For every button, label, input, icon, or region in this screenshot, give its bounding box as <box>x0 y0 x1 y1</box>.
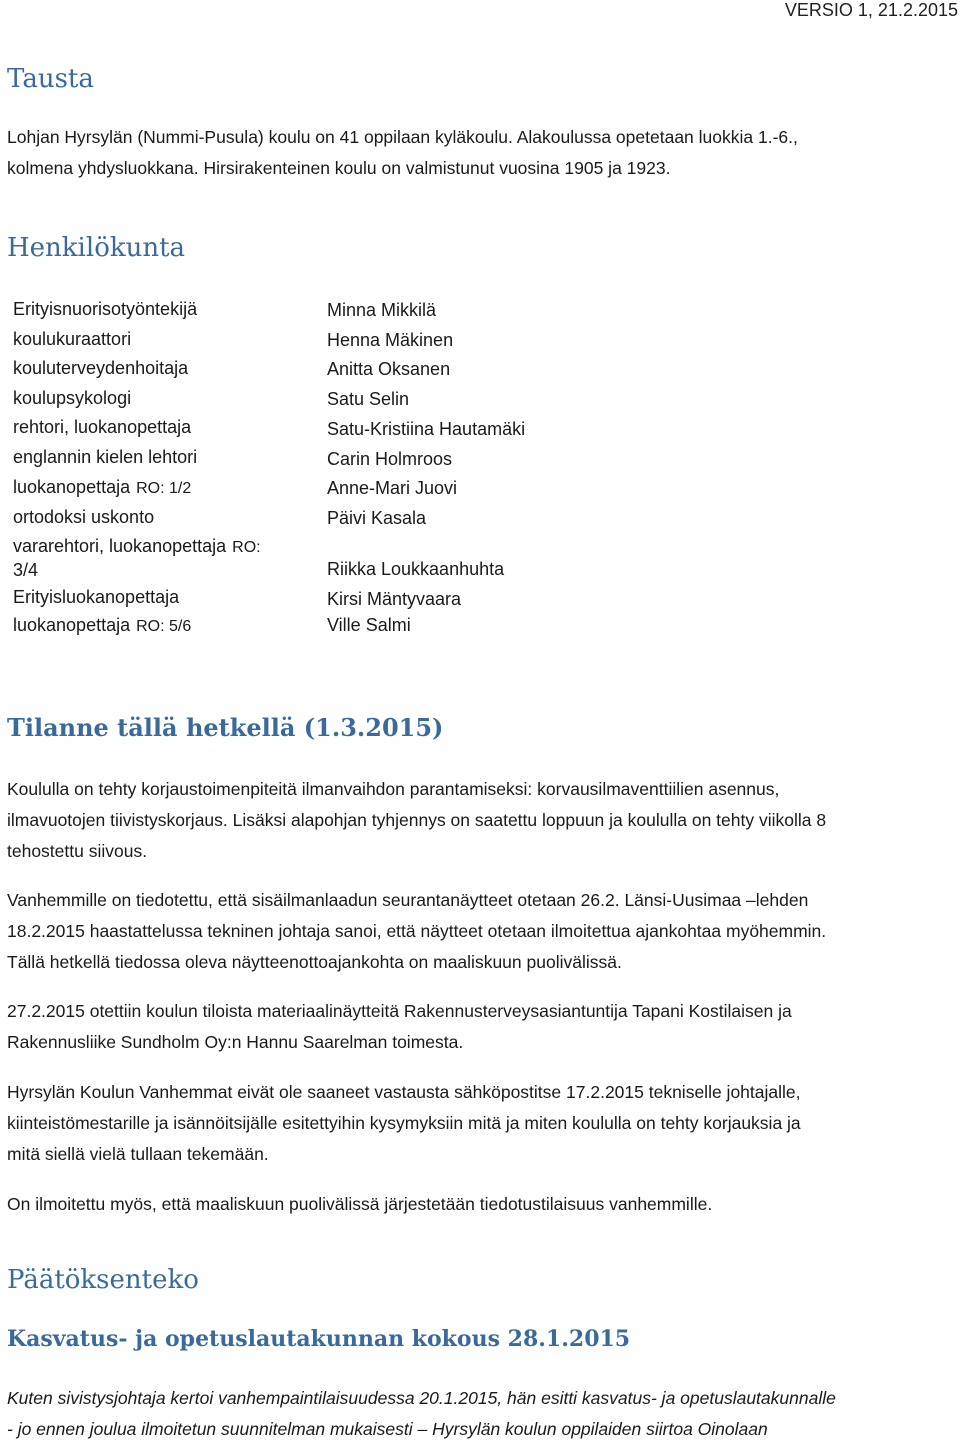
staff-name: Satu-Kristiina Hautamäki <box>327 419 526 439</box>
staff-name: Kirsi Mäntyvaara <box>327 589 462 609</box>
subheading-kokous: Kasvatus- ja opetuslautakunnan kokous 28.1.2015 <box>7 1326 631 1352</box>
ro-label: RO: 1/2 <box>136 480 192 497</box>
staff-role: englannin kielen lehtori <box>13 447 198 467</box>
staff-role <box>13 612 303 640</box>
tilanne-line: Tällä hetkellä tiedossa oleva näytteenottoajankohta on maaliskuun puolivälissä. <box>7 952 622 972</box>
staff-name: Henna Mäkinen <box>327 330 454 350</box>
staff-role: ortodoksi uskonto <box>13 507 155 527</box>
staff-role <box>13 474 303 502</box>
tilanne-line: Vanhemmille on tiedotettu, että sisäilmanlaadun seurantanäytteet otetaan 26.2. Länsi-Uusimaa –lehden <box>7 890 809 910</box>
tilanne-line: tehostettu siivous. <box>7 841 148 861</box>
staff-name: Satu Selin <box>327 389 410 409</box>
tilanne-line: On ilmoitettu myös, että maaliskuun puolivälissä järjestetään tiedotustilaisuus vanhemmille. <box>7 1194 713 1214</box>
tilanne-line: 27.2.2015 otettiin koulun tiloista materiaalinäytteitä Rakennusterveysasiantuntija Tapani Kostilaisen ja <box>7 1001 792 1021</box>
staff-role: Erityisluokanopettaja <box>13 587 180 607</box>
staff-role-continued: 3/4 <box>13 560 39 580</box>
staff-name: Riikka Loukkaanhuhta <box>327 559 505 579</box>
staff-role-text: vararehtori, luokanopettaja <box>13 536 227 556</box>
paatos-line: Kuten sivistysjohtaja kertoi vanhempaintilaisuudessa 20.1.2015, hän esitti kasvatus- ja opetuslautakunnalle <box>7 1388 836 1408</box>
staff-role: koulupsykologi <box>13 388 132 408</box>
tilanne-line: Koululla on tehty korjaustoimenpiteitä ilmanvaihdon parantamiseksi: korvausilmaventtiilien asennus, <box>7 779 780 799</box>
paatos-line: - jo ennen joulua ilmoitetun suunnitelman mukaisesti – Hyrsylän koulun oppilaiden siirtoa Oinolaan <box>7 1419 768 1439</box>
staff-name: Anitta Oksanen <box>327 359 451 379</box>
ro-label: RO: 5/6 <box>136 618 192 635</box>
staff-role: koulukuraattori <box>13 329 132 349</box>
heading-tilanne: Tilanne tällä hetkellä (1.3.2015) <box>7 713 444 742</box>
staff-name: Päivi Kasala <box>327 508 427 528</box>
tausta-line: Lohjan Hyrsylän (Nummi-Pusula) koulu on 41 oppilaan kyläkoulu. Alakoulussa opetetaan luokkia 1.-6., <box>7 127 798 147</box>
tilanne-line: Hyrsylän Koulun Vanhemmat eivät ole saaneet vastausta sähköpostitse 17.2.2015 tekniselle johtajalle, <box>7 1082 801 1102</box>
staff-role: Erityisnuorisotyöntekijä <box>13 299 198 319</box>
tilanne-line: Rakennusliike Sundholm Oy:n Hannu Saarelman toimesta. <box>7 1032 464 1052</box>
tilanne-line: ilmavuotojen tiivistyskorjaus. Lisäksi alapohjan tyhjennys on saatettu loppuun ja koululla on tehty viikolla 8 <box>7 810 827 830</box>
staff-name: Anne-Mari Juovi <box>327 478 458 498</box>
staff-name: Minna Mikkilä <box>327 300 437 320</box>
version-label: VERSIO 1, 21.2.2015 <box>784 0 958 20</box>
staff-role-text: luokanopettaja <box>13 477 131 497</box>
ro-label: RO: <box>232 539 261 556</box>
staff-role: rehtori, luokanopettaja <box>13 417 192 437</box>
staff-role: kouluterveydenhoitaja <box>13 358 189 378</box>
heading-paatoksenteko: Päätöksenteko <box>7 1265 199 1295</box>
heading-tausta: Tausta <box>7 64 94 94</box>
heading-henkilokunta: Henkilökunta <box>7 233 186 263</box>
staff-role-text: luokanopettaja <box>13 615 131 635</box>
tilanne-line: mitä siellä vielä tullaan tekemään. <box>7 1144 269 1164</box>
staff-name: Ville Salmi <box>327 615 411 635</box>
staff-name: Carin Holmroos <box>327 449 453 469</box>
tilanne-line: kiinteistömestarille ja isännöitsijälle esitettyihin kysymyksiin mitä ja miten koululla on tehty korjauksia ja <box>7 1113 801 1133</box>
tausta-line: kolmena yhdysluokkana. Hirsirakenteinen koulu on valmistunut vuosina 1905 ja 1923. <box>7 158 671 178</box>
tilanne-line: 18.2.2015 haastattelussa tekninen johtaja sanoi, että näytteet otetaan ilmoitettua ajankohtaa myöhemmin. <box>7 921 827 941</box>
